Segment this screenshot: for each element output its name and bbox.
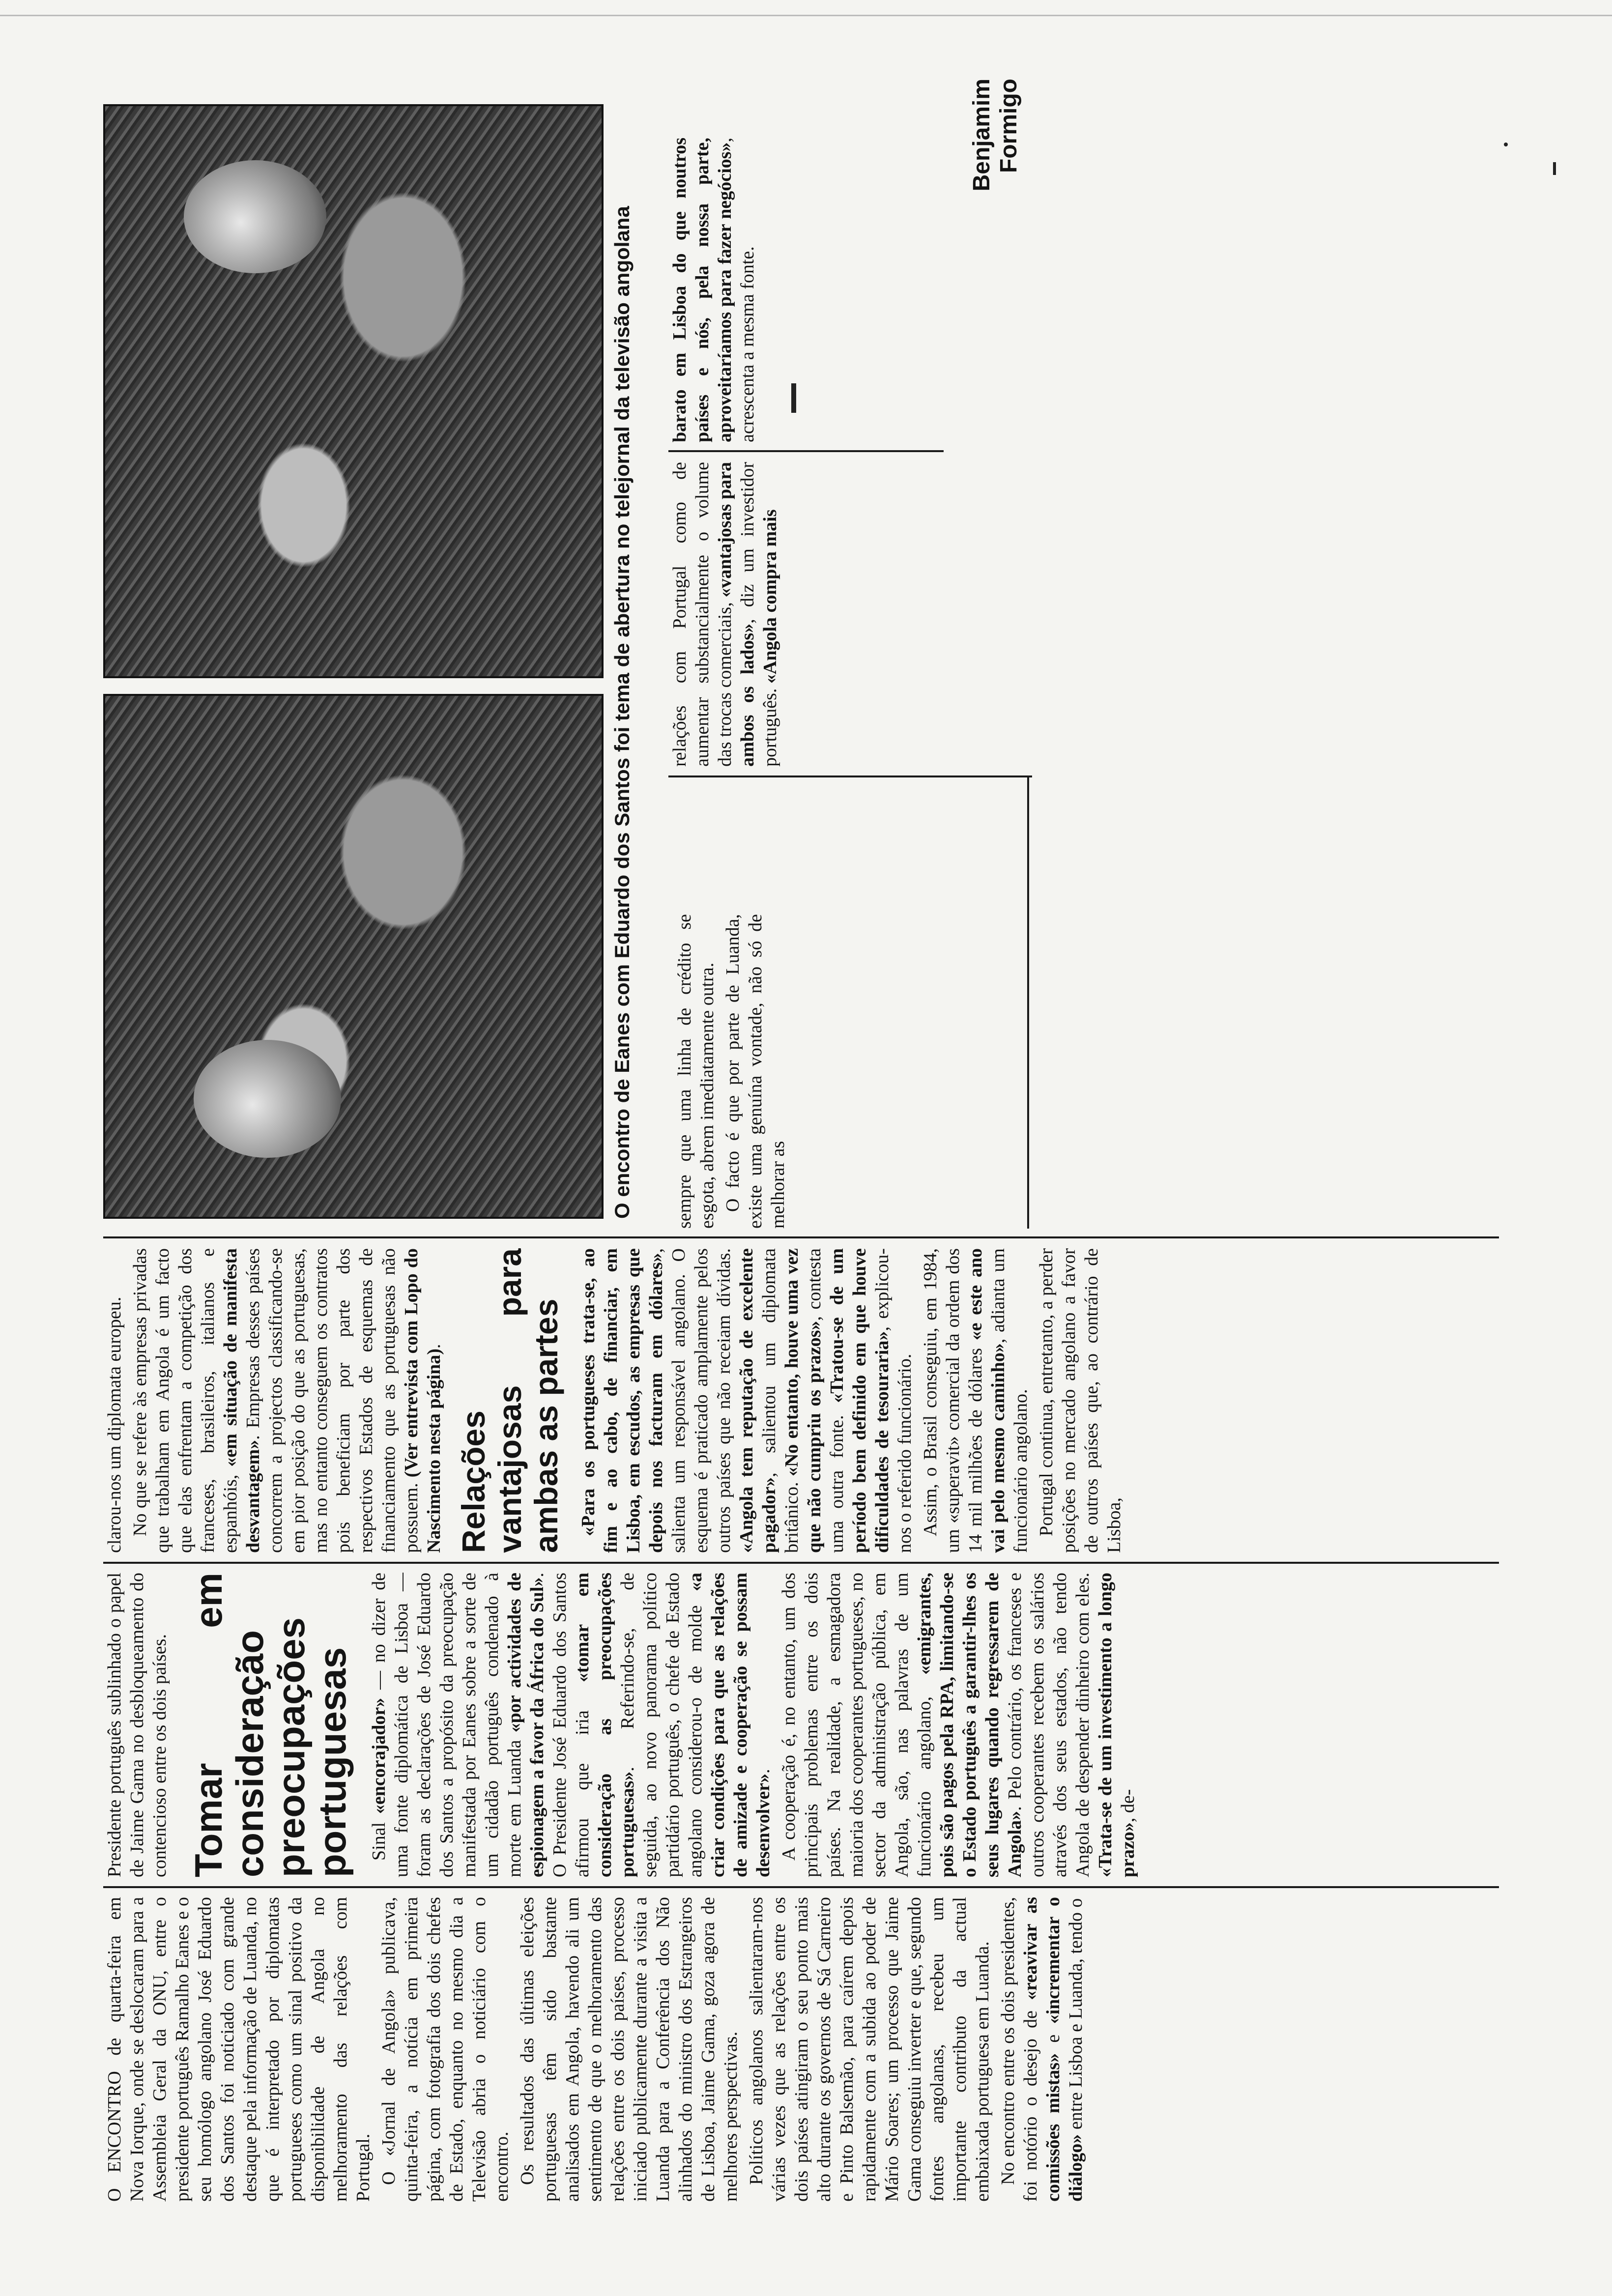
paragraph: Portugal continua, entretanto, a perder posições no mercado angolano a favor de outros países que, ao contrário de Lisboa, xyxy=(1036,1248,1124,1553)
bold-quote: «por actividades de espionagem a favor da África do Sul» xyxy=(504,1573,547,1877)
text-run: entre Lisboa e Luanda, tendo o xyxy=(1065,1898,1086,2134)
bold-quote: «reavivar as comissões mistas» xyxy=(1020,1897,1064,2202)
article-column-6 xyxy=(668,138,1012,442)
paragraph xyxy=(919,1248,1032,1553)
bold-quote: «Tratou-se de um período bem definido em que houve dificuldades de tesouraria» xyxy=(827,1248,892,1553)
text-run: , acrescenta a mesma fonte. xyxy=(715,138,758,442)
bold-quote: «e este ano vai pelo mesmo caminho» xyxy=(965,1248,1008,1553)
paragraph xyxy=(777,1573,1139,1877)
text-run: — no dizer de uma fonte diplomática de Lisboa — foram as declarações de José Eduardo dos Santos a propósito da preocupação manifestada por Eanes sobre a sorte de um cidadão português condenado à morte em Luanda xyxy=(369,1573,525,1877)
text-run: Assim, o Brasil conseguiu, em 1984, um «superavit» comercial da ordem dos 14 mil milhões de dólares xyxy=(920,1248,986,1553)
bold-quote: «em situação de manifesta desvantagem» xyxy=(220,1248,263,1553)
column-rule xyxy=(103,1562,1499,1564)
bold-quote: «Angola tem reputação de excelente pagador» xyxy=(736,1248,779,1553)
bold-quote: «incrementar o diálogo» xyxy=(1043,1897,1086,2202)
text-run: , salienta um responsável angolano. O esquema é praticado amplamente pelos outros países que não receiam dívidas. xyxy=(646,1248,734,1553)
text-run: . Referindo-se, de seguida, ao novo panorama político partidário português, o chefe de Estado angolano considerou-o de molde xyxy=(617,1573,706,1877)
bold-quote: «tomar em consideração as preocupações portuguesas» xyxy=(572,1573,638,1877)
paragraph xyxy=(129,1248,445,1553)
subheading-relacoes: Relações vantajosas para ambas as partes xyxy=(455,1248,564,1553)
text-run: , de- xyxy=(1118,1789,1138,1823)
text-run: . O Presidente José Eduardo dos Santos afirmou que iria xyxy=(527,1573,593,1877)
paragraph xyxy=(997,1897,1087,2202)
article-column-3 xyxy=(103,1248,1499,1553)
bold-quote: «vantajosas para ambos os lados» xyxy=(715,462,758,767)
article-column-2 xyxy=(103,1573,1499,1877)
scan-mark xyxy=(791,383,796,413)
text-run: Sinal xyxy=(369,1814,389,1861)
photo-figure xyxy=(194,1040,341,1158)
text-run: , explicou-nos o referido funcionário. xyxy=(872,1248,915,1553)
column-rule xyxy=(103,1236,1499,1238)
bold-quote: «Angola compra mais xyxy=(760,509,780,684)
news-photo-left xyxy=(103,694,604,1219)
text-run: . Empresas desses países concorrem a projectos classificando-se em pior posição do que as portuguesas, mas no entanto conseguem os contratos pois beneficiam por parte dos respectivos Estados de esquemas de financiamento que as portuguesas não possuem. xyxy=(243,1248,422,1553)
news-photo-right xyxy=(103,104,604,678)
column-rule xyxy=(668,775,1032,777)
paragraph: sempre que uma linha de crédito se esgota, abrem imediatamente outra. xyxy=(674,914,718,1229)
text-run: . xyxy=(753,1769,774,1774)
text-run: , diz um investidor português. xyxy=(737,462,780,767)
bold-quote: «emigrantes, pois são pagos pela RPA, limitando-se o Estado português a garantir-lhes os seus lugares quando regressarem de Angola» xyxy=(914,1573,1025,1877)
paragraph xyxy=(368,1573,775,1877)
paragraph: O «Jornal de Angola» publicava, quinta-feira, a notícia em primeira página, com fotografia dos dois chefes de Estado, enquanto no mesmo dia a Televisão abria o noticiário com o encontro. xyxy=(378,1897,512,2202)
scan-edge-line xyxy=(0,15,1612,16)
text-run: No encontro entre os dois presidentes, foi notório o desejo de xyxy=(998,1897,1041,2202)
text-run: , adianta um funcionário angolano. xyxy=(988,1248,1031,1553)
paragraph xyxy=(668,462,781,767)
subheading-tomar: Tomar em consideração preocupações portuguesas xyxy=(187,1573,354,1877)
bold-reference: (Ver entrevista com Lopo do Nascimento nesta página) xyxy=(401,1248,444,1553)
photo-figure xyxy=(184,160,326,273)
paragraph: O facto é que por parte de Luanda, existe uma genuína vontade, não só de melhorar as xyxy=(722,914,788,1229)
text-run: . Pelo contrário, os franceses e outros cooperantes recebem os salários através dos seus estados, não tendo Angola de despender dinheiro com eles. xyxy=(1005,1573,1093,1877)
paragraph xyxy=(668,138,759,442)
column-rule xyxy=(103,1886,1499,1888)
section-rule xyxy=(1027,776,1029,1229)
bold-quote: «Para os portugueses trata-se, ao fim e ao cabo, de financiar, em Lisboa, em escudos, as empresas que depois nos facturam em dólares» xyxy=(578,1248,666,1553)
text-run: , contesta uma outra fonte. xyxy=(804,1248,847,1553)
bold-quote: «Trata-se de um investimento a longo prazo» xyxy=(1095,1573,1138,1877)
scan-mark xyxy=(1553,162,1556,175)
text-run: relações com Portugal como de aumentar substancialmente o volume das trocas comerciais, xyxy=(669,462,735,767)
article-column-4 xyxy=(673,914,1499,1229)
paragraph: clarou-nos um diplomata europeu. xyxy=(104,1296,125,1553)
text-run: No que se refere às empresas privadas que trabalham em Angola é um facto que elas enfrentam a competição dos franceses, brasileiros, italianos e espanhóis, xyxy=(130,1248,241,1553)
bold-quote: «a criar condições para que as relações de amizade e cooperação se possam desenvolver» xyxy=(685,1573,774,1877)
text-run: . xyxy=(424,1344,444,1349)
author-signature: Benjamim Formigo xyxy=(969,79,1022,192)
bold-quote: «encorajador» xyxy=(369,1697,389,1814)
bold-quote: barato em Lisboa do que noutros países e nós, pela nossa parte, aproveitaríamos para fazer negócios» xyxy=(669,138,735,442)
lead-paragraph: O ENCONTRO de quarta-feira em Nova Iorque, onde se deslocaram para a Assembleia Geral da ONU, entre o presidente português Ramalho Eanes e o seu homólogo angolano José Eduardo dos Santos foi noticiado com grande destaque pela informação de Luanda, no que é interpretado por diplomatas portugueses como um sinal positivo da disponibilidade de Angola no melhoramento das relações com Portugal. xyxy=(104,1897,374,2202)
bold-quote: «No entanto, houve uma vez que não cumpriu os prazos» xyxy=(781,1248,825,1553)
photo-caption: O encontro de Eanes com Eduardo dos Santos foi tema de abertura no telejornal da televisão angolana xyxy=(610,206,633,1219)
article-column-1 xyxy=(103,1897,1499,2202)
newspaper-clipping xyxy=(103,74,1499,2202)
paragraph xyxy=(577,1248,916,1553)
paragraph: Presidente português sublinhado o papel de Jaime Gama no desbloqueamento do contencioso entre os dois países. xyxy=(104,1573,170,1877)
column-rule xyxy=(668,450,944,452)
scan-dot xyxy=(1504,143,1508,146)
text-run: e xyxy=(1043,2024,1064,2053)
text-run: A cooperação é, no entanto, um dos principais problemas entre os dois países. Na realidade, a esmagadora maioria dos cooperantes portugueses, no sector da administração pública, em Angola, são, nas palavras de um funcionário angolano, xyxy=(778,1573,935,1877)
article-column-5 xyxy=(668,462,1012,767)
text-run: , salientou um diplomata britânico. xyxy=(759,1248,802,1553)
paragraph: Políticos angolanos salientaram-nos várias vezes que as relações entre os dois países atingiram o seu ponto mais alto durante os governos de Sá Carneiro e Pinto Balsemão, para caírem depois rapidamente com a subida ao poder de Mário Soares; um processo que Jaime Gama conseguiu inverter e que, segundo fontes angolanas, recebeu um importante contributo da actual embaixada portuguesa em Luanda. xyxy=(746,1897,993,2202)
paragraph: Os resultados das últimas eleições portuguesas têm sido bastante analisados em Angola, havendo ali um sentimento de que o melhoramento das relações entre os dois países, processo iniciado publicamente durante a visita a Luanda para a Conferência dos Não alinhados do ministro dos Estrangeiros de Lisboa, Jaime Gama, goza agora de melhores perspectivas. xyxy=(517,1897,741,2202)
